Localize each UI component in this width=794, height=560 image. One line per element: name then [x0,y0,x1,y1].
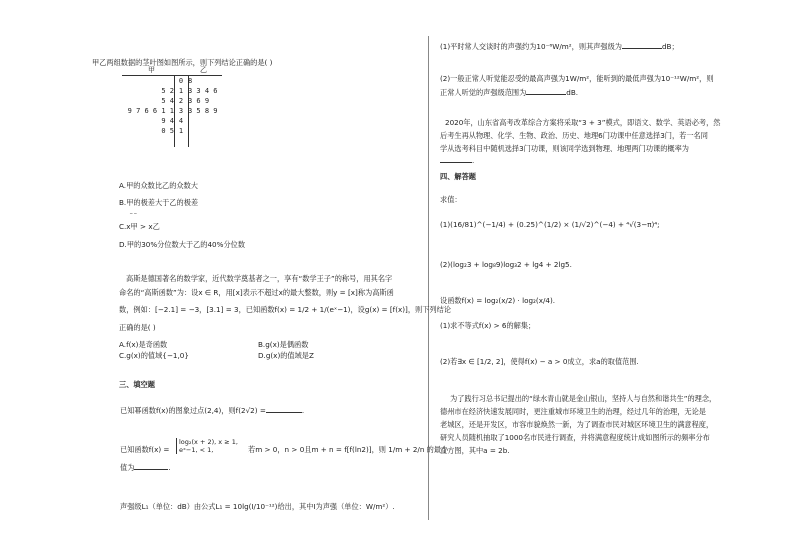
fill-question-2-label: 已知函数f(x) = [120,445,170,454]
option-d: D.甲的30%分位数大于乙的40%分位数 [119,240,246,249]
gauss-option-b: B.g(x)是偶函数 [258,340,309,349]
gaokao-line-3: 学从选考科目中随机选择3门功课，则该同学选到物理、地理两门功课的概率为 [440,144,689,153]
sub-question-1: (1)求不等式f(x) > 6的解集； [440,321,536,330]
piece-2: eˣ−1, < 1, [179,446,214,454]
stem-leaf-row: 0 5 1 [161,127,184,135]
section-solve: 四、解答题 [440,172,476,181]
option-a: A.甲的众数比乙的众数大 [119,181,198,190]
answer-blank[interactable] [622,41,662,49]
gaokao-answer: . [440,155,474,165]
gaokao-line-2: 后考生再从物理、化学、生物、政治、历史、地理6门功课中任意选择3门，若一名同 [440,131,708,140]
survey-line-1: 为了践行习总书记提出的“绿水青山就是金山银山，坚持人与自然和谐共生”的理念， [450,394,717,403]
gauss-option-d: D.g(x)的值域是Z [258,351,314,360]
expression-2: (2)(log₂3 + log₈9)log₃2 + lg4 + 2lg5. [440,260,572,269]
stem-leaf-label-jia: 甲 [148,66,155,74]
survey-line-4: 研究人员随机抽取了1000名市民进行调查，并将满意程度统计成如图所示的频率分布 [440,433,710,442]
function-def: 设函数f(x) = log₂(x/2) · log₂(x/4). [440,296,556,305]
survey-line-2: 德州市在经济快速发展同时，更注重城市环境卫生的治理，经过几年的治理，无论是 [440,407,706,416]
stem-leaf-row: 9 7 6 6 1 1 3 3 5 8 9 [127,107,218,115]
fill-question-2-tail: 值为 . [120,463,171,472]
answer-blank[interactable] [134,462,168,470]
gaokao-line-1: 2020年，山东省高考改革综合方案将采取“3 + 3”模式，即语文、数学、英语必考，然 [445,118,721,127]
survey-line-3: 老城区，还是开发区，市容市貌焕然一新，为了调查市民对城区环境卫生的满意程度， [440,420,714,429]
piece-1: log₂(x + 2), x ≥ 1, [179,438,238,446]
sound-q2-line-2: 正常人听觉的声强级范围为 dB. [440,88,579,97]
section-fill-in: 三、填空题 [119,380,155,389]
fill-question-1: 已知幂函数f(x)的图象过点(2,4)，则f(2√2) = . [120,406,305,415]
expression-1: (1)(16/81)^(−1/4) + (0.25)^(1/2) × (1/√2)^(−4) + ⁴√(3−π)⁴; [440,220,660,229]
sound-q2-line-1: (2)一般正常人听觉能忍受的最高声强为1W/m²，能听到的最低声强为10⁻¹²W/m²，则 [440,74,714,83]
option-c: C.x甲 > x乙 [119,222,160,231]
gauss-option-a: A.f(x)是奇函数 [119,340,168,349]
gauss-line-2: 命名的“高斯函数”为：设x ∈ R，用[x]表示不超过x的最大整数，则y = [x]称为高斯函 [119,288,394,297]
survey-line-5: 直方图，其中a = 2b. [440,446,510,455]
sub-question-2: (2)若∃x ∈ [1/2, 2]，使得f(x) − a > 0成立，求a的取值范围. [440,357,639,366]
stem-leaf-row: 5 4 2 3 6 9 [161,97,210,105]
stem-leaf-row: 9 4 4 [161,117,184,125]
question-stem-leaf: 甲乙两组数据的茎叶图如图所示，则下列结论正确的是( ) [92,58,273,67]
stem-leaf-label-yi: 乙 [200,66,207,74]
answer-blank[interactable] [266,405,302,413]
stem-leaf-row: 5 2 1 3 3 4 6 [161,87,218,95]
gauss-line-3: 数，例如：[−2.1] = −3，[3.1] = 3，已知函数f(x) = 1/2 + 1/(eˣ−1)，设g(x) = [f(x)]，则下列结论 [119,305,451,314]
sound-level-formula: 声强级L₁（单位：dB）由公式L₁ = 10lg(I/10⁻¹²)给出，其中I为声强（单位：W/m²）. [120,502,395,511]
stem-leaf-row: 0 8 [178,77,193,85]
sound-q1: (1)平时常人交谈时的声强约为10⁻⁶W/m²，则其声强级为 dB； [440,42,679,51]
option-c-overline: ‾ ‾ [130,213,137,219]
stem-leaf-plot [118,76,278,136]
gauss-line-1: 高斯是德国著名的数学家，近代数学奠基者之一，享有“数学王子”的称号，用其名字 [126,274,393,283]
fill-question-2-condition: 若m > 0，n > 0且m + n = f[f(ln2)]，则 1/m + 2/n 的最小 [248,445,449,454]
answer-blank[interactable] [440,155,472,163]
gauss-option-c: C.g(x)的值域{−1,0} [119,351,189,360]
answer-blank[interactable] [526,87,566,95]
solve-label: 求值： [440,195,462,204]
option-b: B.甲的极差大于乙的极差 [119,198,199,207]
gauss-line-4: 正确的是( ) [119,323,156,332]
piecewise-function [176,438,238,454]
